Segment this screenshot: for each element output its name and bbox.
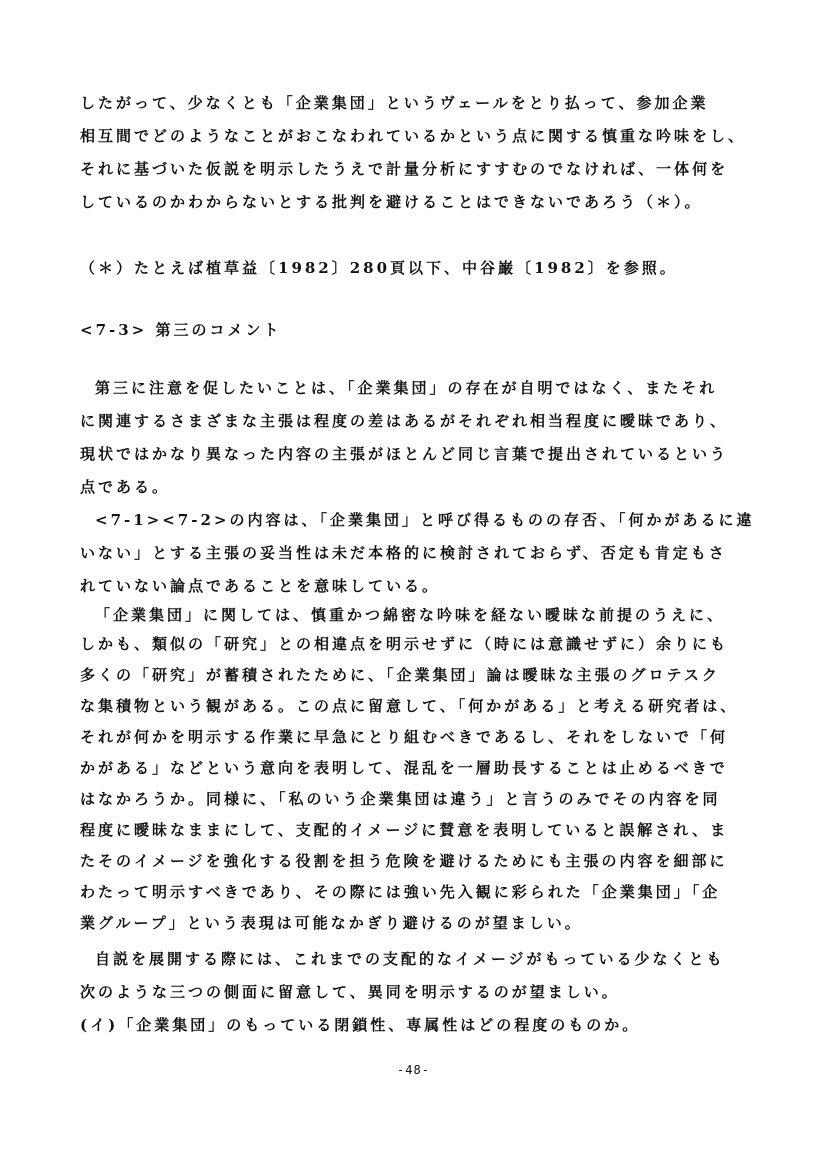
paragraph-line: かがある」などという意向を表明して、混乱を一層助長することは止めるべきで: [80, 759, 728, 777]
paragraph-line: 次のような三つの側面に留意して、異同を明示するのが望ましい。: [80, 983, 620, 1001]
paragraph-line: 自説を展開する際には、これまでの支配的なイメージがもっている少なくとも: [95, 950, 725, 968]
page-number: -48-: [397, 1063, 430, 1077]
paragraph-line: 現状ではかなり異なった内容の主張がほとんど同じ言葉で提出されているという: [80, 445, 729, 463]
paragraph-line: たそのイメージを強化する役割を担う危険を避けるためにも主張の内容を細部に: [80, 852, 728, 870]
paragraph-line: 相互間でどのようなことがおこなわれているかという点に関する慎重な吟味をし、: [80, 127, 747, 145]
paragraph-line: 業グループ」という表現は可能なかぎり避けるのが望ましい。: [80, 914, 583, 932]
paragraph-line: 点である。: [80, 478, 171, 496]
paragraph-line: 「企業集団」に関しては、慎重かつ綿密な吟味を経ない曖昧な前提のうえに、: [95, 606, 726, 624]
paragraph-line: しかも、類似の「研究」との相違点を明示せずに（時には意識せずに）余りにも: [80, 635, 729, 653]
list-item: (イ)「企業集団」のもっている閉鎖性、専属性はどの程度のものか。: [80, 1016, 641, 1034]
paragraph-line: はなかろうか。同様に、「私のいう企業集団は違う」と言うのみでその内容を同: [80, 790, 721, 808]
paragraph-line: いない」とする主張の妥当性は未だ本格的に検討されておらず、否定も肯定もさ: [80, 544, 727, 562]
paragraph-line: 第三に注意を促したいことは、「企業集団」の存在が自明ではなく、またそれ: [95, 379, 718, 397]
paragraph-line: それに基づいた仮説を明示したうえで計量分析にすすむのでなければ、一体何を: [80, 160, 729, 178]
paragraph-line: わたって明示すべきであり、その際には強い先入観に彩られた「企業集団」「企: [80, 883, 721, 901]
paragraph-line: 多くの「研究」が蓄積されたために、「企業集団」論は曖昧な主張のグロテスク: [80, 666, 720, 684]
paragraph-line: したがって、少なくとも「企業集団」というヴェールをとり払って、参加企業: [80, 94, 709, 112]
paragraph-line: <7-1><7-2>の内容は、「企業集団」と呼び得るものの存否、「何かがあるに違: [95, 511, 755, 529]
paragraph-line: 程度に曖昧なままにして、支配的イメージに賛意を表明していると誤解され、ま: [80, 821, 729, 839]
paragraph-line: それが何かを明示する作業に早急にとり組むべきであるし、それをしないで「何: [80, 728, 729, 746]
footnote: （＊）たとえば植草益〔1982〕280頁以下、中谷巌〔1982〕を参照。: [80, 259, 678, 277]
paragraph-line: な集積物という観がある。この点に留意して、「何かがある」と考える研究者は、: [80, 697, 739, 715]
section-heading: <7-3> 第三のコメント: [80, 321, 282, 339]
paragraph-line: しているのかわからないとする批判を避けることはできないであろう（＊）。: [80, 193, 703, 211]
paragraph-line: に関連するさまざまな主張は程度の差はあるがそれぞれ相当程度に曖昧であり、: [80, 412, 729, 430]
paragraph-line: れていない論点であることを意味している。: [80, 577, 441, 595]
